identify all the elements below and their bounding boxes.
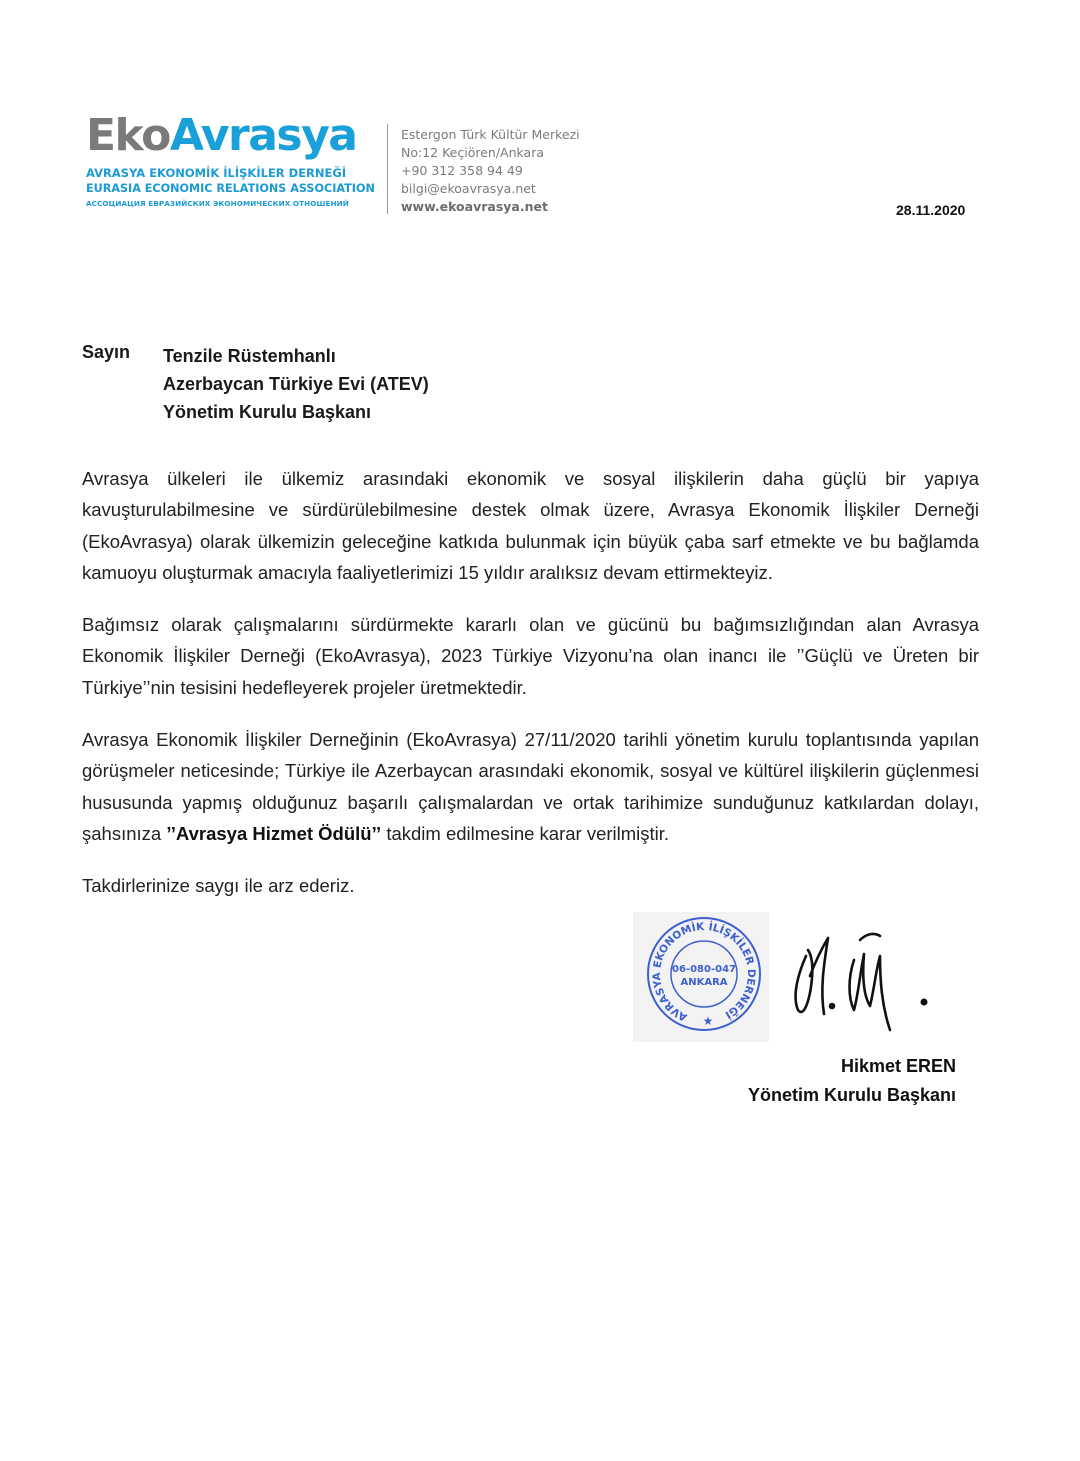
contact-place: Estergon Türk Kültür Merkezi bbox=[401, 127, 580, 142]
handwritten-signature bbox=[784, 926, 944, 1038]
stamp-city: ANKARA bbox=[680, 977, 728, 988]
body-paragraph-3 bbox=[82, 724, 979, 849]
award-name: ’’Avrasya Hizmet Ödülü’’ bbox=[166, 822, 382, 844]
signature-stroke-1 bbox=[796, 938, 828, 1014]
addressee-title: Yönetim Kurulu Başkanı bbox=[163, 402, 372, 422]
letter-body bbox=[82, 463, 979, 923]
addressee-name: Tenzile Rüstemhanlı bbox=[163, 346, 336, 366]
association-stamp bbox=[633, 912, 769, 1042]
logo-avrasya-text: Avrasya bbox=[169, 110, 357, 161]
organization-logo bbox=[86, 112, 376, 211]
addressee-block bbox=[163, 342, 429, 426]
closing-line: Takdirlerinize saygı ile arz ederiz. bbox=[82, 875, 355, 897]
signature-dot-2 bbox=[922, 1000, 926, 1004]
stamp-number: 06-080-047 bbox=[672, 964, 736, 975]
contact-website: www.ekoavrasya.net bbox=[401, 199, 548, 214]
logo-wordmark bbox=[86, 112, 376, 160]
contact-email: bilgi@ekoavrasya.net bbox=[401, 181, 536, 196]
logo-subtitle-english: EURASIA ECONOMIC RELATIONS ASSOCIATION bbox=[86, 182, 375, 195]
salutation: Sayın bbox=[82, 342, 131, 362]
letter-date: 28.11.2020 bbox=[896, 202, 966, 218]
stamp-area bbox=[633, 912, 769, 1042]
body-paragraph-1: Avrasya ülkeleri ile ülkemiz arasındaki ekonomik ve sosyal ilişkilerin daha güçlü bir yapıya kavuşturulabilmesine ve sürdürülebilmesine destek olmak üzere, Avrasya Ekonomik İlişkiler Derneği (EkoAvrasya) olarak ülkemizin geleceğine katkıda bulunmak için büyük çaba sarf etmekte ve bu bağlamda kamuoyu oluşturmak amacıyla faaliyetlerimizi 15 yıldır aralıksız devam ettirmekteyiz. bbox=[82, 468, 979, 583]
logo-subtitle-russian: АССОЦИАЦИЯ ЕВРАЗИЙСКИХ ЭКОНОМИЧЕСКИХ ОТНОШЕНИЙ bbox=[86, 199, 349, 208]
logo-eko-text: Eko bbox=[86, 110, 170, 161]
signer-title: Yönetim Kurulu Başkanı bbox=[747, 1085, 956, 1105]
signer-name: Hikmet EREN bbox=[840, 1056, 956, 1076]
stamp-ring-textpath: AVRASYA EKONOMİK İLİŞKİLER DERNEĞİ bbox=[650, 920, 758, 1024]
contact-block bbox=[401, 126, 580, 216]
signature-dot-1 bbox=[830, 1004, 834, 1008]
addressee-organization: Azerbaycan Türkiye Evi (ATEV) bbox=[163, 374, 429, 394]
header-divider bbox=[387, 124, 388, 214]
contact-address: No:12 Keçiören/Ankara bbox=[401, 145, 544, 160]
logo-subtitle-turkish: AVRASYA EKONOMİK İLİŞKİLER DERNEĞİ bbox=[86, 166, 347, 180]
contact-phone: +90 312 358 94 49 bbox=[401, 163, 523, 178]
body-paragraph-2: Bağımsız olarak çalışmalarını sürdürmekte kararlı olan ve gücünü bu bağımsızlığından alan Avrasya Ekonomik İlişkiler Derneği (EkoAvrasya), 2023 Türkiye Vizyonu’na olan inancı ile ’’Güçlü ve Üreten bir Türkiye’’nin tesisini hedefleyerek projeler üretmektedir. bbox=[82, 614, 979, 698]
paragraph-3-text-end: takdim edilmesine karar verilmiştir. bbox=[381, 822, 670, 844]
signature-stroke-2 bbox=[850, 954, 891, 1030]
paragraph-3-text-start: Avrasya Ekonomik İlişkiler Derneğinin (EkoAvrasya) 27/11/2020 tarihli yönetim kurulu toplantısında yapılan görüşmeler neticesinde; Türkiye ile Azerbaycan arasındaki ekonomik, sosyal ve kültürel ilişkilerin güçlenmesi hususunda yapmış olduğunuz başarılı çalışmalardan ve ortak tarihimize sunduğunuz katkılardan dolayı, şahsınıza bbox=[82, 729, 979, 844]
signature-stroke-3 bbox=[860, 934, 880, 940]
stamp-star-icon: ★ bbox=[702, 1014, 714, 1028]
signer-block bbox=[732, 1052, 956, 1110]
